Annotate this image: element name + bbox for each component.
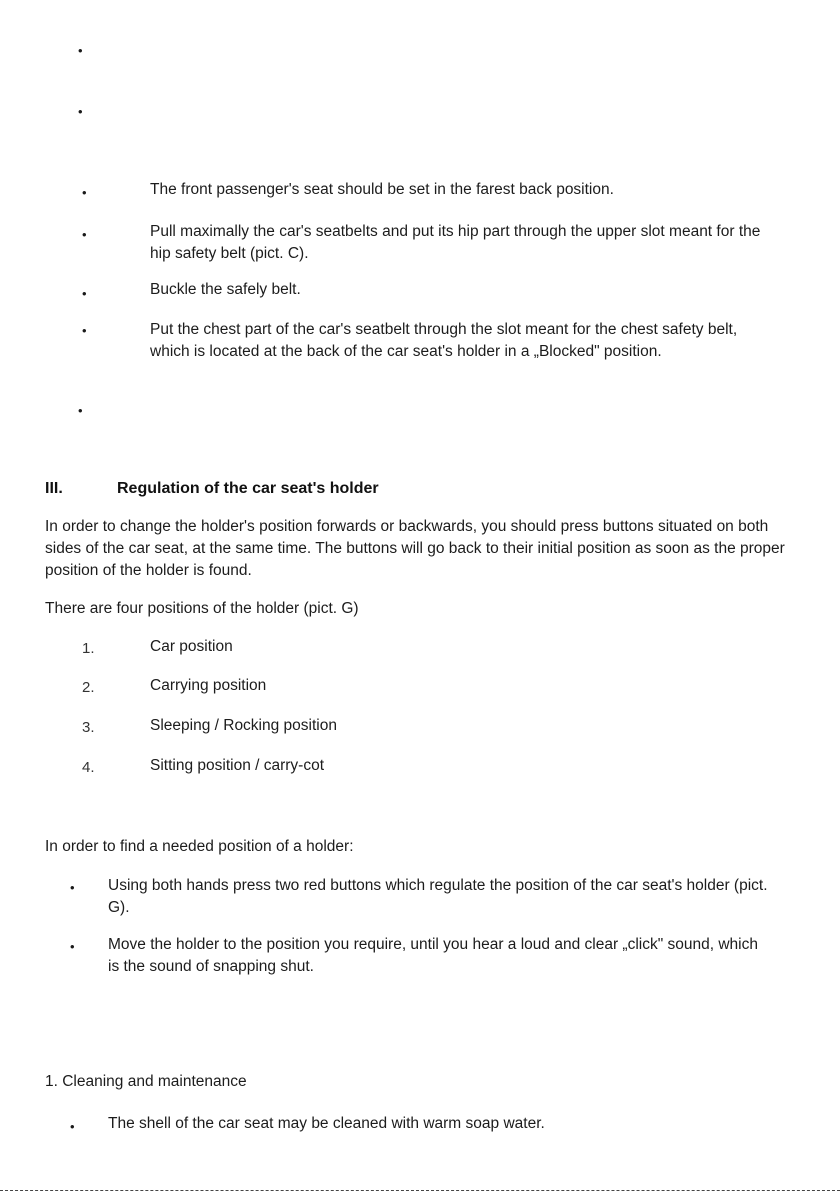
step-bullet: • bbox=[82, 323, 87, 338]
position-label: Carrying position bbox=[150, 677, 267, 694]
cleaning-bullet: • bbox=[70, 1119, 75, 1134]
step-bullet: • bbox=[82, 286, 87, 301]
position-label: Sleeping / Rocking position bbox=[150, 717, 337, 734]
cleaning-step: The shell of the car seat may be cleaned with warm soap water. bbox=[108, 1115, 545, 1132]
bullet-empty-2: • bbox=[78, 104, 83, 119]
positions-intro: There are four positions of the holder (pict. G) bbox=[45, 600, 359, 617]
step-text: Pull maximally the car's seatbelts and put its hip part through the upper slot meant for the hip safety belt (pict. C). bbox=[150, 223, 761, 262]
page-bottom-rule bbox=[0, 1190, 840, 1191]
position-number: 1. bbox=[82, 640, 95, 657]
find-step: Using both hands press two red buttons which regulate the position of the car seat's holder (pict. G). bbox=[108, 877, 768, 916]
step-text: The front passenger's seat should be set in the farest back position. bbox=[150, 181, 614, 198]
find-bullet: • bbox=[70, 939, 75, 954]
section-number: III. bbox=[45, 480, 63, 497]
step-bullet: • bbox=[82, 185, 87, 200]
position-number: 4. bbox=[82, 759, 95, 776]
position-label: Sitting position / carry-cot bbox=[150, 757, 325, 774]
step-text: Buckle the safely belt. bbox=[150, 281, 301, 298]
position-number: 2. bbox=[82, 679, 95, 696]
find-bullet: • bbox=[70, 880, 75, 895]
position-label: Car position bbox=[150, 638, 233, 655]
step-text: Put the chest part of the car's seatbelt through the slot meant for the chest safety belt, which is located at the back of the car seat's holder in a „Blocked" position. bbox=[150, 321, 738, 360]
find-intro: In order to find a needed position of a holder: bbox=[45, 838, 354, 855]
section-intro: In order to change the holder's position forwards or backwards, you should press buttons situated on both sides of the car seat, at the same time. The buttons will go back to their initial position as soon as the proper position of the holder is found. bbox=[45, 518, 785, 579]
find-step: Move the holder to the position you require, until you hear a loud and clear „click" sound, which is the sound of snapping shut. bbox=[108, 936, 758, 975]
step-bullet: • bbox=[82, 227, 87, 242]
position-number: 3. bbox=[82, 719, 95, 736]
bullet-empty-3: • bbox=[78, 403, 83, 418]
bullet-empty-1: • bbox=[78, 43, 83, 58]
section-title: Regulation of the car seat's holder bbox=[117, 480, 379, 497]
cleaning-title: 1. Cleaning and maintenance bbox=[45, 1073, 247, 1090]
